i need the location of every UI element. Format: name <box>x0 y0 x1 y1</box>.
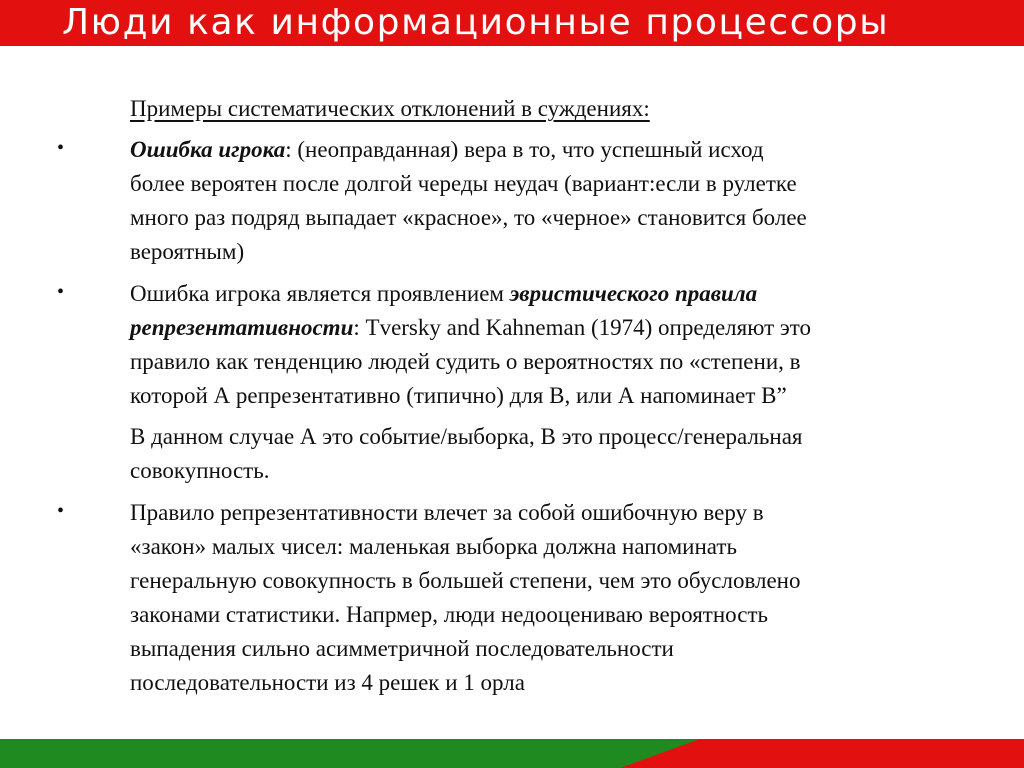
bullet-2-line-2 <box>130 311 811 345</box>
bullet-1-line-3: много раз подряд выпадает «красное», то «черное» становится более <box>130 205 807 230</box>
slide-title: Люди как информационные процессоры <box>62 2 890 43</box>
bullet-3-line-6: последовательности из 4 решек и 1 орла <box>130 670 525 695</box>
bullet-1-line-2: более вероятен после долгой череды неудач (вариант:если в рулетке <box>130 171 797 196</box>
bullet-3-line-4: законами статистики. Напрмер, люди недооцениваю вероятность <box>130 602 768 627</box>
bullet-1-line-4: вероятным) <box>130 239 245 264</box>
term-gamblers-fallacy: Ошибка игрока <box>130 137 286 162</box>
bullet-marker-2: • <box>57 281 65 303</box>
bullet-3-line-1: Правило репрезентативности влечет за собой ошибочную веру в <box>130 500 764 525</box>
term-representativeness: репрезентативности <box>130 315 354 340</box>
term-heuristic-rule: эвристического правила <box>509 281 758 306</box>
bullet-marker-1: • <box>57 137 65 159</box>
bullet-1-line-1 <box>130 133 764 167</box>
bullet-2-line-4: которой А репрезентативно (типично) для В, или А напоминает В” <box>130 383 787 408</box>
bullet-2-line-5: В данном случае А это событие/выборка, В это процесс/генеральная <box>130 424 803 449</box>
title-bar <box>0 0 1024 46</box>
intro-heading: Примеры систематических отклонений в суждениях: <box>130 96 650 121</box>
bullet-3-line-2: «закон» малых чисел: маленькая выборка должна напоминать <box>130 534 737 559</box>
bullet-2-line-1 <box>130 277 757 311</box>
bullet-1-text: : (неоправданная) вера в то, что успешный исход <box>285 137 764 162</box>
footer-band <box>0 739 1024 768</box>
bullet-3-line-3: генеральную совокупность в большей степени, чем это обусловлено <box>130 568 801 593</box>
bullet-2-line-3: правило как тенденцию людей судить о вероятностях по «степени, в <box>130 349 801 374</box>
bullet-3-line-5: выпадения сильно асимметричной последовательности <box>130 636 674 661</box>
bullet-2-line-6: совокупность. <box>130 458 270 483</box>
bullet-2-text: Ошибка игрока является проявлением <box>130 281 510 306</box>
bullet-marker-3: • <box>57 500 65 522</box>
footer-green-band <box>0 739 700 768</box>
bullet-2-text-2: : Tversky and Kahneman (1974) определяют это <box>353 315 812 340</box>
